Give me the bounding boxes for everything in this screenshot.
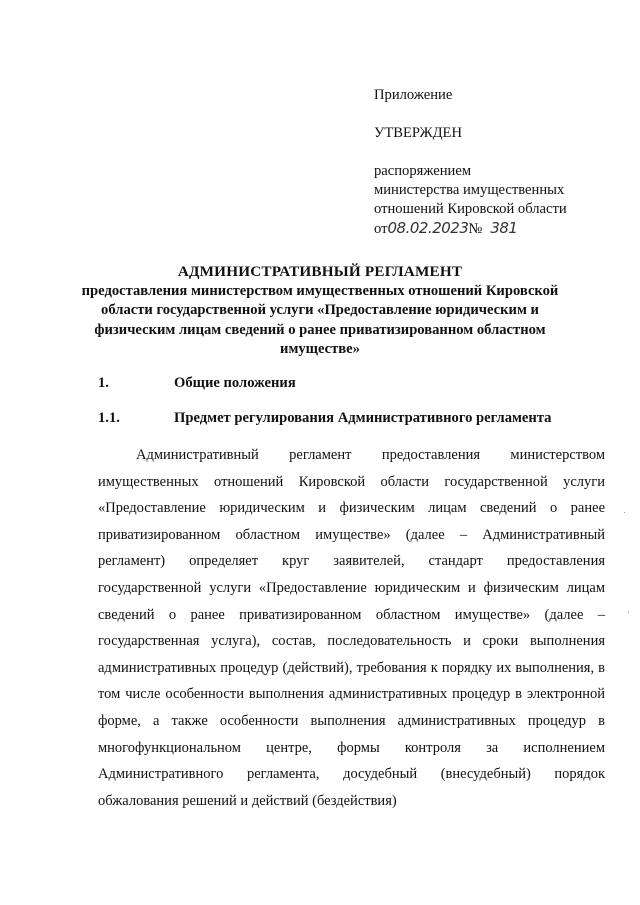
section-heading-1 xyxy=(98,374,296,393)
section-number: 1.1. xyxy=(98,410,120,426)
section-number: 1. xyxy=(98,375,109,391)
scan-speck xyxy=(624,512,625,513)
body-paragraph: Административный регламент предоставления министерством имущественных отношений Кировской области государственной услуги «Предоставление юридическим и физическим лицам сведений о ранее приватизированном областном имуществе» (далее – Административный регламент) определяет круг заявителей, стандарт предоставления государственной услуги «Предоставление юридическим и физическим лицам сведений о ранее приватизированном областном имуществе» (далее – государственная услуга), состав, последовательность и сроки выполнения административных процедур (действий), требования к порядку их выполнения, в том числе особенности выполнения административных процедур в электронной форме, а также особенности выполнения административных процедур в многофункциональном центре, формы контроля за исполнением Административного регламента, досудебный (внесудебный) порядок обжалования решений и действий (бездействия) xyxy=(98,447,605,809)
title-main: АДМИНИСТРАТИВНЫЙ РЕГЛАМЕНТ xyxy=(177,263,463,280)
section-title: Общие положения xyxy=(174,375,296,391)
number-sign: № xyxy=(468,221,483,237)
approved-by-line-2: министерства имущественных xyxy=(374,182,565,198)
date-prefix: от xyxy=(374,221,388,237)
handwritten-date: 08.02.2023 xyxy=(387,219,469,237)
approved-by-line-3: отношений Кировской области xyxy=(374,201,567,217)
document-title xyxy=(60,262,580,360)
approved-label: УТВЕРЖДЕН xyxy=(374,125,462,141)
handwritten-number: 381 xyxy=(490,219,518,237)
appendix-label: Приложение xyxy=(374,87,453,103)
title-sub-line-4: имуществе» xyxy=(280,341,360,357)
approval-date-line xyxy=(374,219,624,239)
section-title: Предмет регулирования Административного регламента xyxy=(174,410,552,426)
title-sub-line-2: области государственной услуги «Предоставление юридическим и xyxy=(101,302,539,318)
section-heading-1-1 xyxy=(98,409,551,428)
approval-block xyxy=(374,86,624,239)
title-sub-line-1: предоставления министерством имущественных отношений Кировской xyxy=(81,282,559,299)
scan-speck xyxy=(628,612,629,613)
approved-by-line-1: распоряжением xyxy=(374,163,472,179)
title-sub-line-3: физическим лицам сведений о ранее приватизированном областном xyxy=(94,321,546,338)
